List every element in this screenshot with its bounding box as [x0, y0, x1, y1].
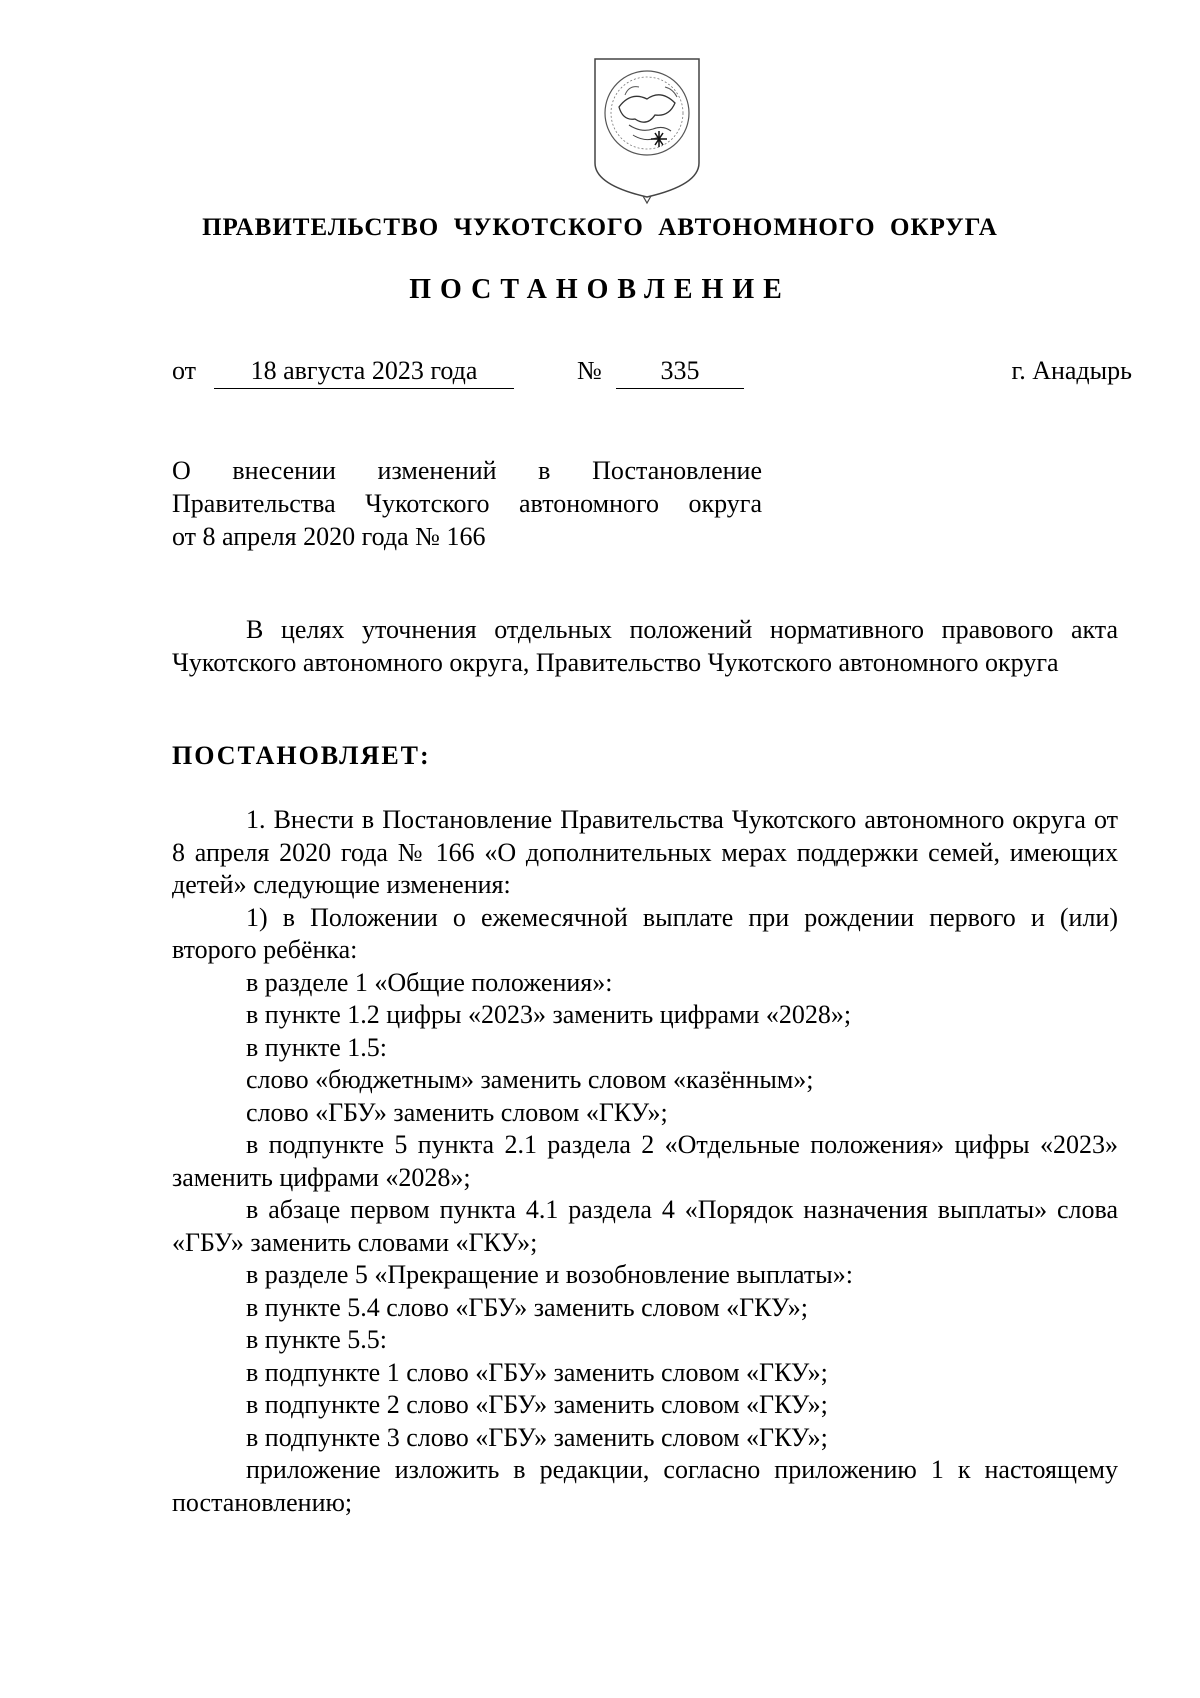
amendment-paragraph: слово «ГБУ» заменить словом «ГКУ»;: [246, 1097, 668, 1127]
resolves-block: [172, 740, 1118, 773]
document-type-title: ПОСТАНОВЛЕНИЕ: [409, 274, 791, 305]
amendment-paragraph: в пункте 1.2 цифры «2023» заменить цифрами «2028»;: [246, 1000, 852, 1029]
date-from-label: от: [172, 356, 197, 385]
amendment-paragraph: в подпункте 5 пункта 2.1 раздела 2 «Отдельные положения» цифры «2023» заменить цифрами «2028»;: [172, 1130, 1118, 1192]
amendment-paragraph: в подпункте 3 слово «ГБУ» заменить словом «ГКУ»;: [246, 1422, 828, 1452]
amendment-paragraph: в разделе 5 «Прекращение и возобновление выплаты»:: [246, 1260, 853, 1289]
amendment-paragraph: в подпункте 2 слово «ГБУ» заменить словом «ГКУ»;: [246, 1390, 828, 1419]
amendments-list: [172, 804, 1118, 1519]
subject-line: от 8 апреля 2020 года № 166: [172, 522, 486, 551]
resolves-heading: ПОСТАНОВЛЯЕТ:: [172, 741, 431, 770]
document-meta-line: [172, 354, 1132, 390]
subject-line: О внесении изменений в Постановление: [172, 456, 762, 485]
city-label: г. Анадырь: [1011, 356, 1132, 385]
amendment-paragraph: 1. Внести в Постановление Правительства Чукотского автономного округа от 8 апреля 2020 года № 166 «О дополнительных мерах поддержки семей, имеющих детей» следующие изменения:: [172, 805, 1118, 899]
amendment-paragraph: слово «бюджетным» заменить словом «казённым»;: [246, 1065, 814, 1094]
amendment-paragraph: в пункте 5.5:: [246, 1325, 388, 1354]
document-number: 335: [616, 354, 744, 389]
amendment-paragraph: приложение изложить в редакции, согласно приложению 1 к настоящему постановлению;: [172, 1455, 1118, 1517]
preamble-paragraph: В целях уточнения отдельных положений нормативного правового акта Чукотского автономного округа, Правительство Чукотского автономного округа: [172, 615, 1118, 677]
organization-title: ПРАВИТЕЛЬСТВО ЧУКОТСКОГО АВТОНОМНОГО ОКРУГА: [202, 214, 998, 241]
amendment-paragraph: в абзаце первом пункта 4.1 раздела 4 «Порядок назначения выплаты» слова «ГБУ» заменить словами «ГКУ»;: [172, 1195, 1118, 1257]
amendment-paragraph: в пункте 5.4 слово «ГБУ» заменить словом «ГКУ»;: [246, 1292, 808, 1322]
amendment-paragraph: в подпункте 1 слово «ГБУ» заменить словом «ГКУ»;: [246, 1357, 828, 1387]
amendment-paragraph: в пункте 1.5:: [246, 1032, 388, 1062]
number-sign: №: [577, 356, 602, 385]
coat-of-arms-emblem: [589, 55, 705, 205]
amendment-paragraph: 1) в Положении о ежемесячной выплате при рождении первого и (или) второго ребёнка:: [172, 902, 1118, 964]
amendment-paragraph: в разделе 1 «Общие положения»:: [246, 967, 613, 997]
document-date: 18 августа 2023 года: [214, 354, 514, 389]
document-subject: [172, 454, 762, 553]
subject-line: Правительства Чукотского автономного округа: [172, 489, 762, 518]
preamble-block: [172, 614, 1118, 679]
